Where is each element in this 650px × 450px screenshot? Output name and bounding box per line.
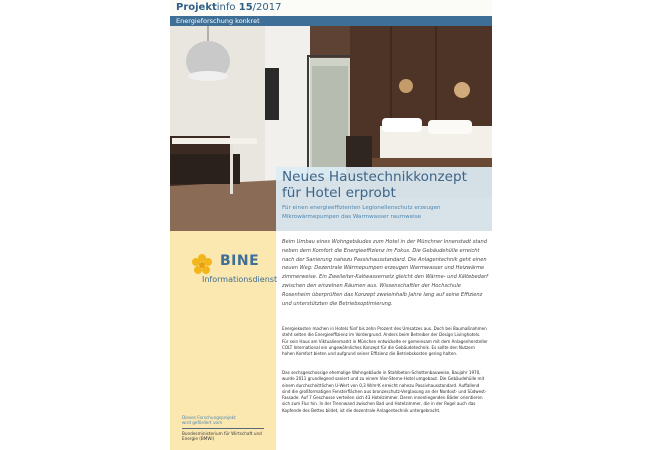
publication-header: [170, 0, 492, 16]
bine-logo: [190, 251, 280, 291]
funding-note: [182, 415, 262, 425]
page-title: [282, 169, 486, 201]
body-paragraph: Das sechsgeschossige ehemalige Wohngebäude in Stahlbeton-Schottenbauweise, Baujahr 1970, wurde 2011 grundlegend saniert und zu einem Vier-Sterne-Hotel umgebaut. Die Gebäudehülle mit einem durchschnittlichen U-Wert von 0,3 W/m²K erreicht nahezu Passivhausstandard. Auffallend sind die großformatigen Fensterflächen aus bronzeschutz-Verglasung an der Nordost- und Südwest-Fassade. Auf 7 Geschosse verteilen sich 43 Hotelzimmer. Deren innenliegenden Bäder orientieren sich zum Flur hin. In der Trennwand zwischen Bad und Hotelzimmer, die in der Regel auch das Kopfende des Bettes bildet, ist die dezentrale Anlagentechnik untergebracht.: [282, 370, 487, 413]
flower-logo-icon: [190, 253, 214, 277]
logo-name: BINE: [220, 253, 260, 269]
funding-note-line-1: Dieses Forschungsprojekt: [182, 415, 236, 420]
title-panel: [276, 167, 492, 231]
issue-number: 15: [238, 2, 253, 13]
title-line-2: für Hotel erprobt: [282, 185, 396, 201]
divider: [182, 428, 264, 429]
intro-paragraph: Beim Umbau eines Wohngebäudes zum Hotel in der Münchner Innenstadt stand neben dem Komfort die Energieeffizienz im Fokus. Die Gebäudehülle erreicht nach der Sanierung nahezu Passivhausstandard. Die Anlagentechnik geht einen neuen Weg: Dezentrale Wärmepumpen erzeugen Warmwasser und Heizwärme zimmerweise. Ein Zweileiter-Kaltwassernetz gleicht den Wärme- und Kältebedarf zwischen den einzelnen Räumen aus. Wissenschaftler der Hochschule Rosenheim überprüften das Konzept zweieinhalb Jahre lang auf seine Effizienz und unterstützten die Betriebsoptimierung.: [282, 239, 488, 307]
series-subtitle: Energieforschung konkret: [170, 16, 492, 26]
page-subtitle: Für einen energieeffizienten Legionellenschutz erzeugen Mikrowärmepumpen das Warmwasser raumweise: [282, 205, 441, 220]
ministry-name: Bundesministerium für Wirtschaft und Energie (BMWi): [182, 431, 262, 441]
title-line-1: Neues Haustechnikkonzept: [282, 169, 467, 185]
logo-subtitle: Informationsdienst: [202, 275, 278, 284]
header-prefix: Projekt: [176, 2, 217, 13]
sidebar: [170, 231, 276, 450]
funding-note-line-2: wird gefördert vom: [182, 420, 223, 425]
body-paragraph: Energiekosten machen in Hotels fünf bis zehn Prozent des Umsatzes aus. Doch bei Baumaßnahmen steht selten die Energieeffizienz im Vordergrund. Anders beim Betreiber der Design Livinghotels. Für sein Haus am Viktualienmarkt in München entwickelte er gemeinsam mit dem Anlagenhersteller COLT International ein ungewöhnliches Konzept für die Gebäudetechnik. Es sollte den Nutzern hohen Komfort bieten und aufgrund seiner Effizienz die Betriebskosten gering halten.: [282, 326, 488, 357]
header-suffix: info: [216, 2, 236, 13]
issue-year: /2017: [252, 2, 282, 13]
